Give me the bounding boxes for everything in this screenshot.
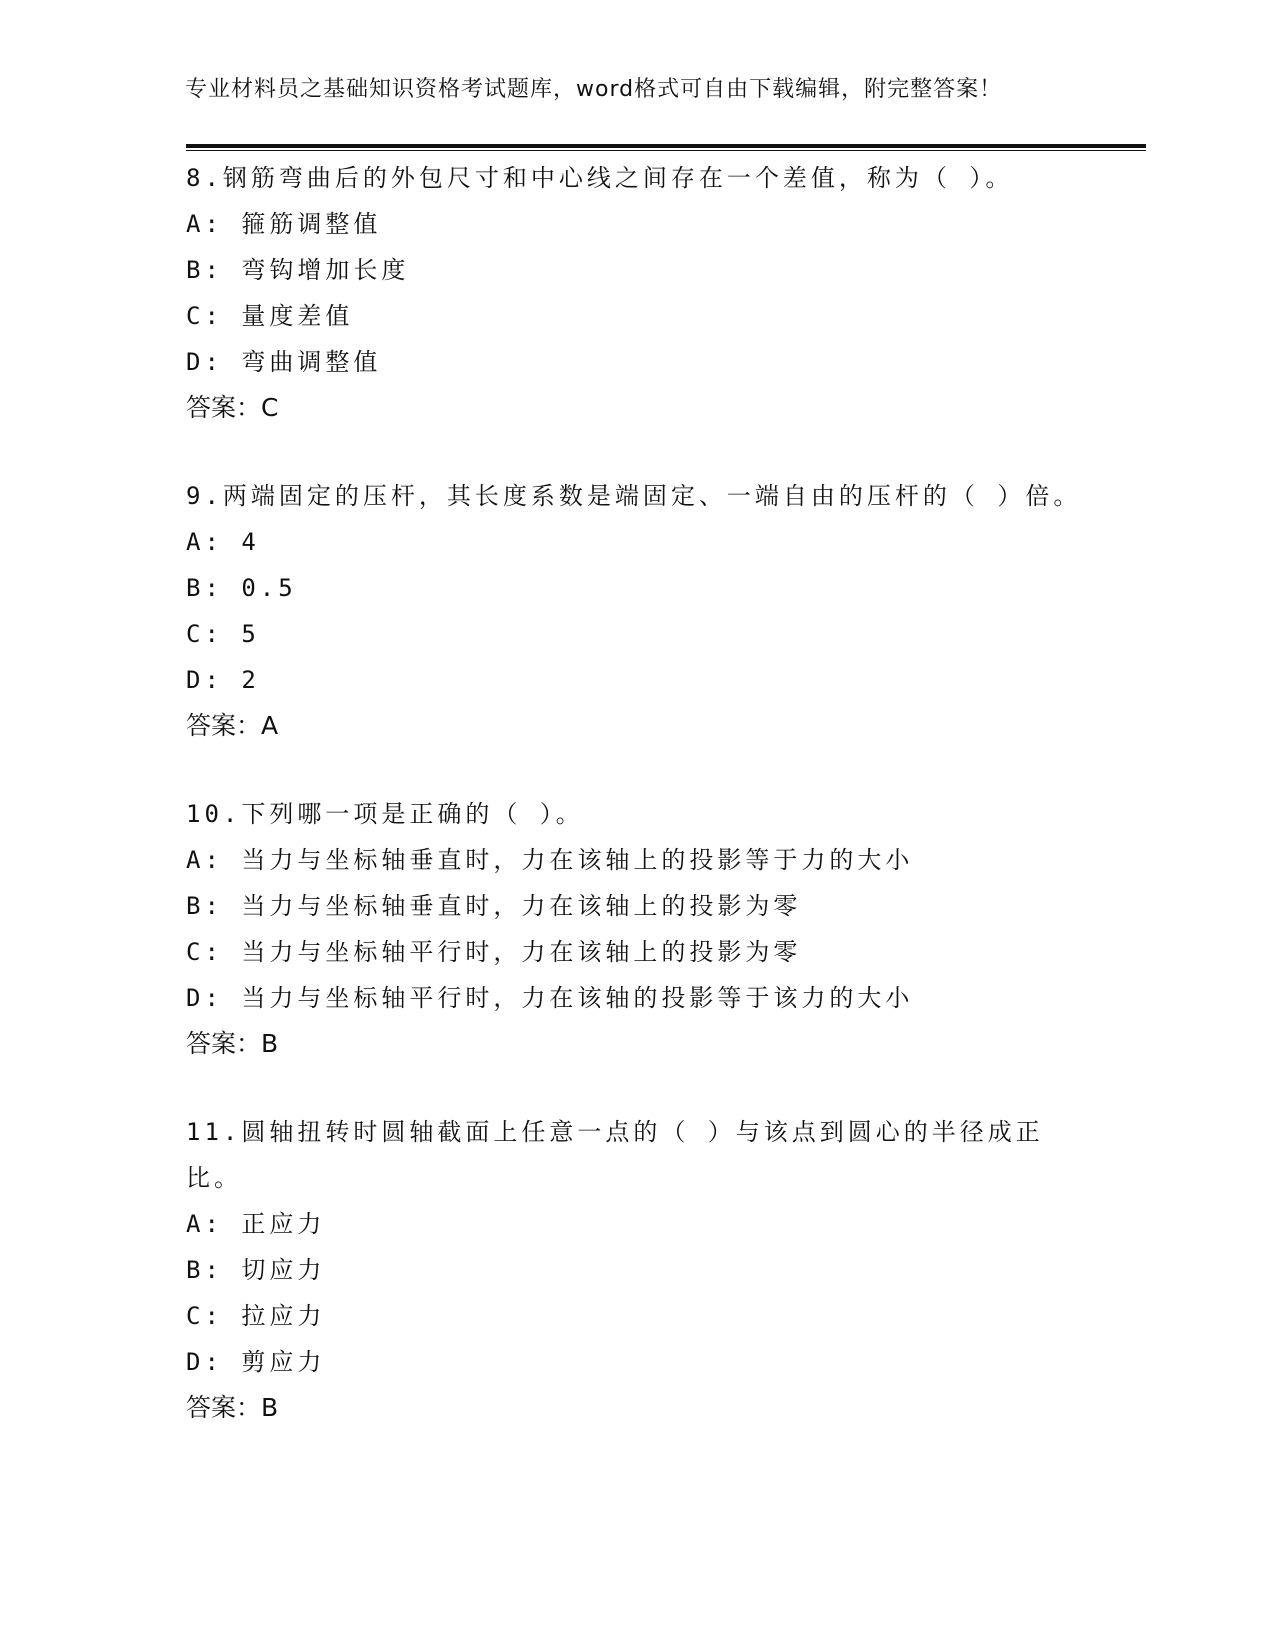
answer: 答案：A	[186, 711, 279, 740]
option-c: C: 拉应力	[186, 1302, 326, 1330]
option-c: C: 5	[186, 620, 260, 648]
answer: 答案：C	[186, 393, 279, 422]
question-10	[186, 791, 1086, 1067]
option-a: A: 箍筋调整值	[186, 210, 382, 238]
option-d: D: 当力与坐标轴平行时，力在该轴的投影等于该力的大小	[186, 984, 914, 1012]
option-b: B: 弯钩增加长度	[186, 256, 410, 284]
question-stem: 10.下列哪一项是正确的（ ）。	[186, 800, 584, 828]
header-divider-thin	[186, 150, 1146, 151]
question-stem: 8.钢筋弯曲后的外包尺寸和中心线之间存在一个差值，称为（ ）。	[186, 164, 1014, 192]
option-b: B: 切应力	[186, 1256, 326, 1284]
option-c: C: 量度差值	[186, 302, 354, 330]
question-8	[186, 155, 1086, 431]
option-d: D: 2	[186, 666, 260, 694]
page-header: 专业材料员之基础知识资格考试题库，word格式可自由下载编辑，附完整答案！	[185, 77, 1003, 102]
question-list	[186, 155, 1086, 1431]
question-9	[186, 473, 1086, 749]
option-a: A: 当力与坐标轴垂直时，力在该轴上的投影等于力的大小	[186, 846, 914, 874]
question-stem: 9.两端固定的压杆，其长度系数是端固定、一端自由的压杆的（ ）倍。	[186, 482, 1082, 510]
question-stem: 11.圆轴扭转时圆轴截面上任意一点的（ ）与该点到圆心的半径成正比。	[186, 1118, 1044, 1192]
answer: 答案：B	[186, 1393, 279, 1422]
option-a: A: 4	[186, 528, 260, 556]
option-a: A: 正应力	[186, 1210, 326, 1238]
option-b: B: 当力与坐标轴垂直时，力在该轴上的投影为零	[186, 892, 802, 920]
option-c: C: 当力与坐标轴平行时，力在该轴上的投影为零	[186, 938, 802, 966]
question-11	[186, 1109, 1086, 1431]
option-d: D: 弯曲调整值	[186, 348, 382, 376]
header-divider	[186, 144, 1146, 148]
option-b: B: 0.5	[186, 574, 297, 602]
answer: 答案：B	[186, 1029, 279, 1058]
option-d: D: 剪应力	[186, 1348, 326, 1376]
